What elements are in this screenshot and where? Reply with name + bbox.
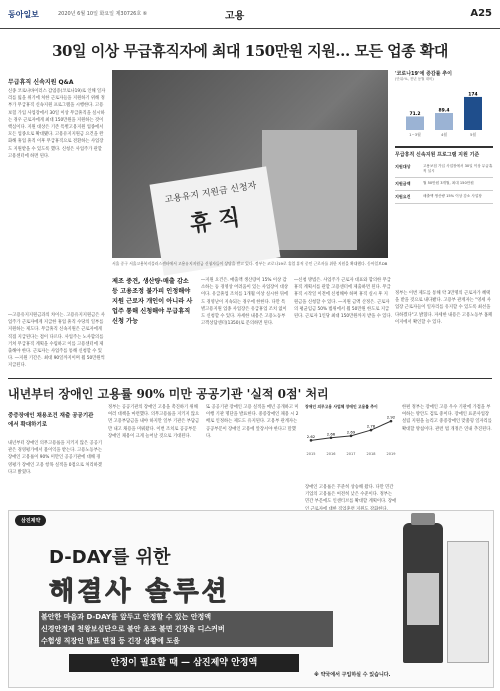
article2-headline: 내년부터 장애인 고용률 90% 미만 공공기관 '실적 0점' 처리	[8, 387, 329, 401]
article2-column-4: 장애인 고용률은 꾸준히 상승해 왔다. 다만 민간기업의 고용률은 여전히 낮은 수준이다. 정부는 민간 부문에도 인센티브를 확대할 계획이다. 장애	[305, 485, 397, 505]
chart-subtitle: (단위:%, 전년 동월 대비)	[395, 77, 434, 81]
line-point	[370, 429, 373, 432]
line-category-label: 2017	[346, 452, 356, 456]
product-box-image	[447, 541, 489, 663]
article2-column-5: 한편 정부는 장애인 고용 우수 기관에 가점을 부여하는 방안도 검토 중이다. 장애인 표준사업장 설립 지원을 늘리고 중증장애인 맞춤형 일자리를 확대할 방침이다. 관련 법 개정은 연내 추진된다.	[402, 405, 492, 432]
advertisement	[8, 510, 494, 688]
article-subhead: 제조 중견, 생산량·매출 감소 등 고용조정 불가피 인정해야 지원 근로자 개인이 아니라 사업주 통해 신청해야 무급휴직 신청 가능	[112, 278, 193, 325]
inset-chart-title: 장애인 의무고용 사업체 장애인 고용률 추이	[305, 404, 378, 409]
table-row-value: 고용보험 가입 사업장에서 30일 이상 무급휴직 실시	[423, 164, 493, 173]
article-column-4: ―신청 방법은. 사업주가 근로자 대표와 합의한 무급휴직 계획서를 관할 고용센터에 제출하면 된다. 무급휴직 시작일 이전에 신청해야 하며 휴직 실시 후 지원금을 신청할 수 있다. ―지원 금액 산정은. 근로자의 평균임금 50% 범위에서 월 50만원 한도로 지급된다. 근로자 1인당 최대 150만원까지 받을 수 있다.	[294, 278, 392, 320]
line-value-label: 2.66	[326, 431, 336, 437]
article2-subhead: 중증장애인 채용조건 재출 공공기관에서 확대하기로	[8, 413, 94, 428]
table-row-value: 매출액 생산량 15% 이상 감소 사업장	[423, 194, 482, 198]
bottle-label	[407, 573, 439, 625]
chart-bar	[435, 113, 453, 130]
ad-cta-banner: 안정이 필요할 때 — 삼진제약 안정액	[69, 654, 299, 672]
bar-category-label: 1~3월	[409, 132, 421, 137]
line-category-label: 2019	[386, 452, 396, 456]
newspaper-logo: 동아일보	[8, 10, 39, 19]
ad-title-2: 해결사 솔루션	[49, 577, 230, 607]
ad-copy-line-1: 불안한 마음과 D-DAY를 앞두고 안정할 수 있는 안정액	[39, 611, 333, 623]
page-number: A25	[470, 8, 492, 19]
line-value-label: 2.78	[366, 423, 376, 429]
chart-bar	[464, 97, 482, 130]
table-row	[395, 178, 493, 191]
bar-chart	[395, 84, 493, 140]
section-divider	[8, 378, 492, 379]
line-value-label: 2.69	[346, 429, 356, 435]
page-header	[0, 0, 500, 29]
ad-footer-note: ※ 약국에서 구입하실 수 있습니다.	[314, 672, 391, 678]
photo-caption: 서울 중구 서울고용복지플러스센터에서 고용유지지원금 신청자들이 상담을 받고 있다. 정부는 코로나19로 휴업 휴직 중인 근로자를 위한 지원을 확대했다. 동아일보DB	[112, 261, 388, 266]
table-row-label: 지원대상	[395, 164, 411, 169]
article2-column-2: 정부는 공공기관의 장애인 고용을 촉진하기 위해 여러 대책을 마련했다. 의무고용률을 지키지 않으면 고용부담금을 내야 하지만 일부 기관은 부담금만 내고 채용을 미뤄왔다. 이번 조치로 공공부문 장애인 채용이 크게 늘어날 것으로 기대된다.	[108, 405, 200, 439]
ad-copy-line-2: 신경안정제 천왕보심단으로 불안 초조 불면 긴장을 디스커버	[39, 623, 333, 635]
table-row-label: 지원금액	[395, 181, 411, 186]
support-table	[395, 146, 493, 204]
line-point	[350, 435, 353, 438]
bar-value-label: 71.2	[409, 111, 421, 117]
ad-copy-line-3: 수험생 직장인 발표 면접 등 긴장 상황에 도움	[39, 635, 333, 647]
line-category-label: 2016	[326, 452, 336, 456]
line-category-label: 2018	[366, 452, 376, 456]
ad-title-1: D-DAY를 위한	[49, 547, 171, 568]
sign-big-text: 휴 직	[188, 205, 242, 238]
ad-brand-logo: 삼진제약	[15, 515, 46, 526]
article-photo	[112, 70, 388, 258]
bar-category-label: 4월	[440, 132, 448, 137]
inset-chart-box	[305, 404, 397, 484]
table-title: 무급휴직 신속지원 프로그램 지원 기준	[395, 152, 480, 158]
article-column-3: ―지원 요건은. 매출액 생산량이 15% 이상 감소하는 등 경영상 어려움이 있는 사업장이 대상이다. 유급휴업 조치를 1개월 이상 실시한 뒤에도 경영난이 지속되는 경우에 한한다. 다만 특별고용지원 업종 사업장은 유급휴업 조치 없이도 신청할 수 있다. 자세한 내용은 고용노동부 고객상담센터(1350)로 문의하면 된다.	[201, 278, 289, 327]
table-row-label: 지원요건	[395, 194, 411, 199]
line-chart	[305, 410, 397, 458]
article-column-1: 신종 코로나바이러스 감염증(코로나19)로 인해 일자리를 잃을 위기에 처한 근로자들을 지원하기 위해 정부가 무급휴직 신속지원 프로그램을 시행한다. 고용보험 가입 사업장에서 30일 이상 무급휴직을 실시하는 경우 근로자에게 최대 150만원을 지원하는 것이 핵심이다. 지원 대상은 기존 특별고용지원 업종에서 모든 업종으로 확대됐다. 고용유지지원금 요건을 완화해 휴업 휴직 이후 무급휴직으로 전환하는 사업장도 지원받을 수 있도록 했다. 신청은 사업주가 관할 고용센터에 하면 된다.	[8, 89, 106, 159]
chart-bar	[406, 116, 424, 130]
line-point	[310, 439, 313, 442]
table-row	[395, 161, 493, 178]
table-row-value: 월 50만원 3개월, 최대 150만원	[423, 181, 474, 185]
bar-value-label: 89.4	[438, 108, 450, 114]
article-headline: 30일 이상 무급휴직자에 최대 150만원 지원… 모든 업종 확대	[52, 42, 448, 60]
chart-title: '코로나19'에 증감률 추이	[395, 71, 452, 77]
sign-top-text: 고용유지 지원금 신청자	[164, 181, 258, 206]
qa-kicker: 무급휴직 신속지원 Q&A	[8, 79, 74, 86]
section-title: 고용	[225, 11, 245, 22]
article-column-2: ―고용유지지원금과의 차이는. 고용유지지원금은 사업주가 근로자에게 지급한 휴업 휴직 수당의 일부를 지원하는 제도다. 무급휴직 신속지원은 근로자에게 직접 지급된다는 점이 다르다. 사업주는 노사합의를 거쳐 무급휴직 계획을 수립하고 이를 고용센터에 제출해야 한다. 근로자는 사업주를 통해 신청할 수 있다. ―지원 기간은. 최대 90일까지이며 월 50만원씩 지급된다.	[8, 313, 105, 369]
bar-value-label: 174	[468, 92, 478, 98]
line-value-label: 2.92	[386, 414, 396, 420]
article-column-5: 정부는 이번 제도를 통해 약 3만명의 근로자가 혜택을 받을 것으로 내다봤다. 고용부 관계자는 "영세 사업장 근로자들이 일자리를 유지할 수 있도록 최선을 다하겠다"고 밝혔다. 자세한 내용은 고용노동부 홈페이지에서 확인할 수 있다.	[395, 291, 493, 325]
article2-column-1: 내년부터 장애인 의무고용률을 지키지 않은 공공기관은 경영평가에서 불이익을 받는다. 고용노동부는 장애인 고용률이 90% 미만인 공공기관에 대해 경영평가 장애인 고용 항목 실적을 0점으로 처리하겠다고 밝혔다.	[8, 441, 102, 475]
article2-column-3: 또 공공기관 장애인 고용 실적을 매년 공개하고 미이행 기관 명단을 발표한다. 중증장애인 채용 시 2배로 인정하는 제도도 유지된다. 고용부 관계자는 공공부문이 장애인 고용에 앞장서야 한다고 말했다.	[206, 405, 299, 439]
bottle-cap	[411, 513, 435, 525]
sign-shape	[150, 166, 281, 275]
product-bottle-image	[403, 523, 443, 663]
line-point	[330, 436, 333, 439]
line-category-label: 2015	[306, 452, 316, 456]
bar-category-label: 5월	[469, 132, 477, 137]
issue-date: 2020년 6월 10일 화요일 제30726호 ⑥	[58, 11, 148, 17]
line-value-label: 2.62	[306, 433, 316, 439]
line-point	[390, 420, 393, 423]
table-row	[395, 191, 493, 204]
